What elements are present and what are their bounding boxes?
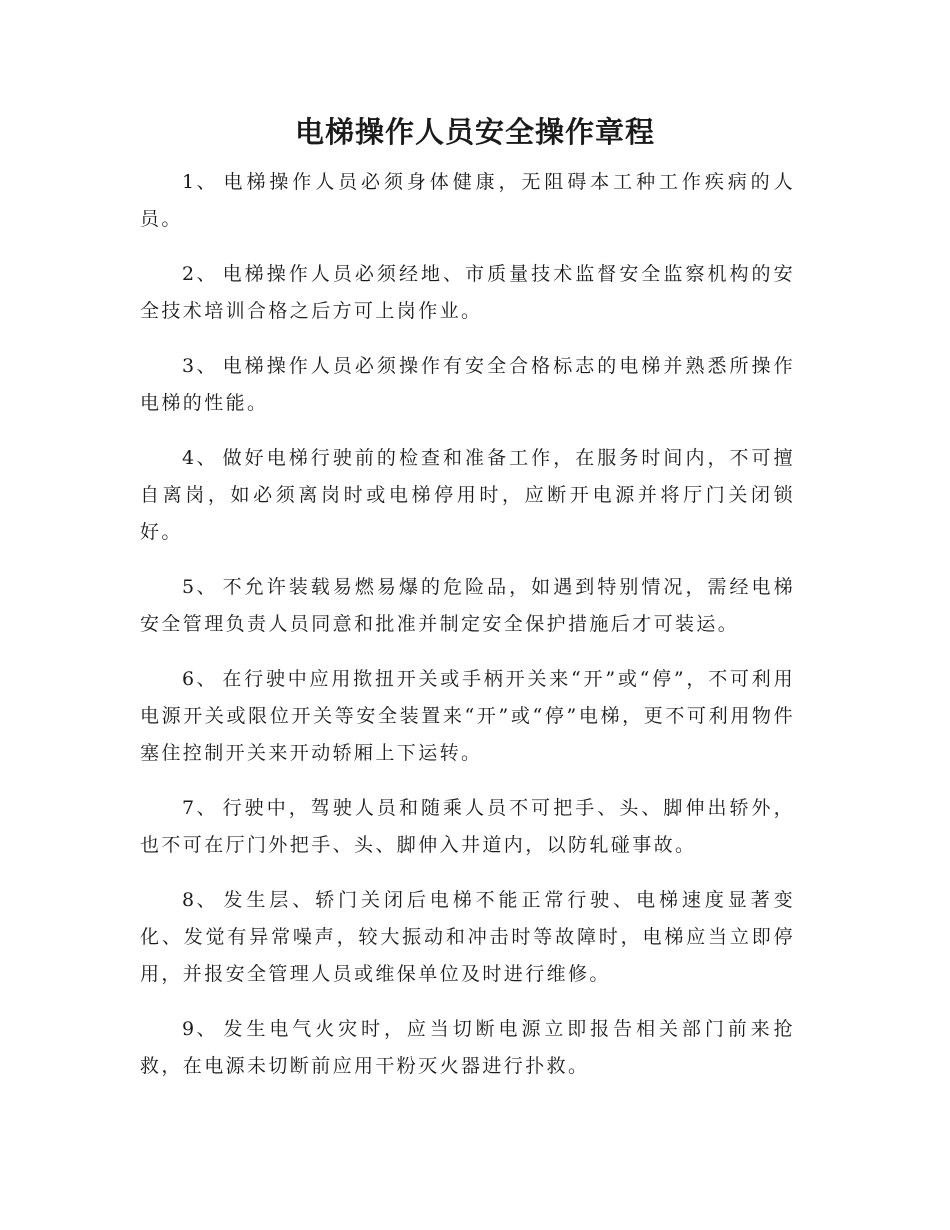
- rule-number: 2、: [182, 263, 218, 285]
- rule-text: 电梯操作人员必须操作有安全合格标志的电梯并熟悉所操作电梯的性能。: [140, 355, 795, 414]
- rule-number: 3、: [182, 355, 218, 377]
- rule-text: 在行驶中应用揿扭开关或手柄开关来“开”或“停”，不可利用电源开关或限位开关等安全装置来“开”或“停”电梯，更不可利用物件塞住控制开关来开动轿厢上下运转。: [140, 668, 795, 764]
- rule-text: 做好电梯行驶前的检查和准备工作，在服务时间内，不可擅自离岗，如必须离岗时或电梯停用时，应断开电源并将厅门关闭锁好。: [140, 447, 795, 543]
- rule-item: [140, 569, 795, 643]
- page-title: 电梯操作人员安全操作章程: [294, 115, 655, 149]
- rule-text: 电梯操作人员必须身体健康，无阻碍本工种工作疾病的人员。: [140, 171, 795, 230]
- rule-item: [140, 440, 795, 551]
- rule-number: 6、: [182, 668, 218, 690]
- rule-number: 1、: [182, 171, 218, 193]
- rule-item: [140, 1011, 795, 1085]
- rule-number: 8、: [182, 889, 218, 911]
- rule-item: [140, 348, 795, 422]
- rule-item: [140, 882, 795, 993]
- rule-text: 发生电气火灾时，应当切断电源立即报告相关部门前来抢救，在电源未切断前应用干粉灭火器进行扑救。: [140, 1018, 795, 1077]
- rule-number: 7、: [182, 797, 218, 819]
- rule-text: 发生层、轿门关闭后电梯不能正常行驶、电梯速度显著变化、发觉有异常噪声，较大振动和冲击时等故障时，电梯应当立即停用，并报安全管理人员或维保单位及时进行维修。: [140, 889, 795, 985]
- rule-text: 行驶中，驾驶人员和随乘人员不可把手、头、脚伸出轿外，也不可在厅门外把手、头、脚伸入井道内，以防轧碰事故。: [140, 797, 795, 856]
- rule-item: [140, 164, 795, 238]
- rule-text: 电梯操作人员必须经地、市质量技术监督安全监察机构的安全技术培训合格之后方可上岗作业。: [140, 263, 795, 322]
- rule-item: [140, 790, 795, 864]
- rule-number: 5、: [182, 576, 218, 598]
- rule-number: 4、: [182, 447, 218, 469]
- rule-text: 不允许装载易燃易爆的危险品，如遇到特别情况，需经电梯安全管理负责人员同意和批准并制定安全保护措施后才可装运。: [140, 576, 795, 635]
- rules-list: [140, 164, 795, 1103]
- rule-item: [140, 661, 795, 772]
- rule-number: 9、: [182, 1018, 218, 1040]
- rule-item: [140, 256, 795, 330]
